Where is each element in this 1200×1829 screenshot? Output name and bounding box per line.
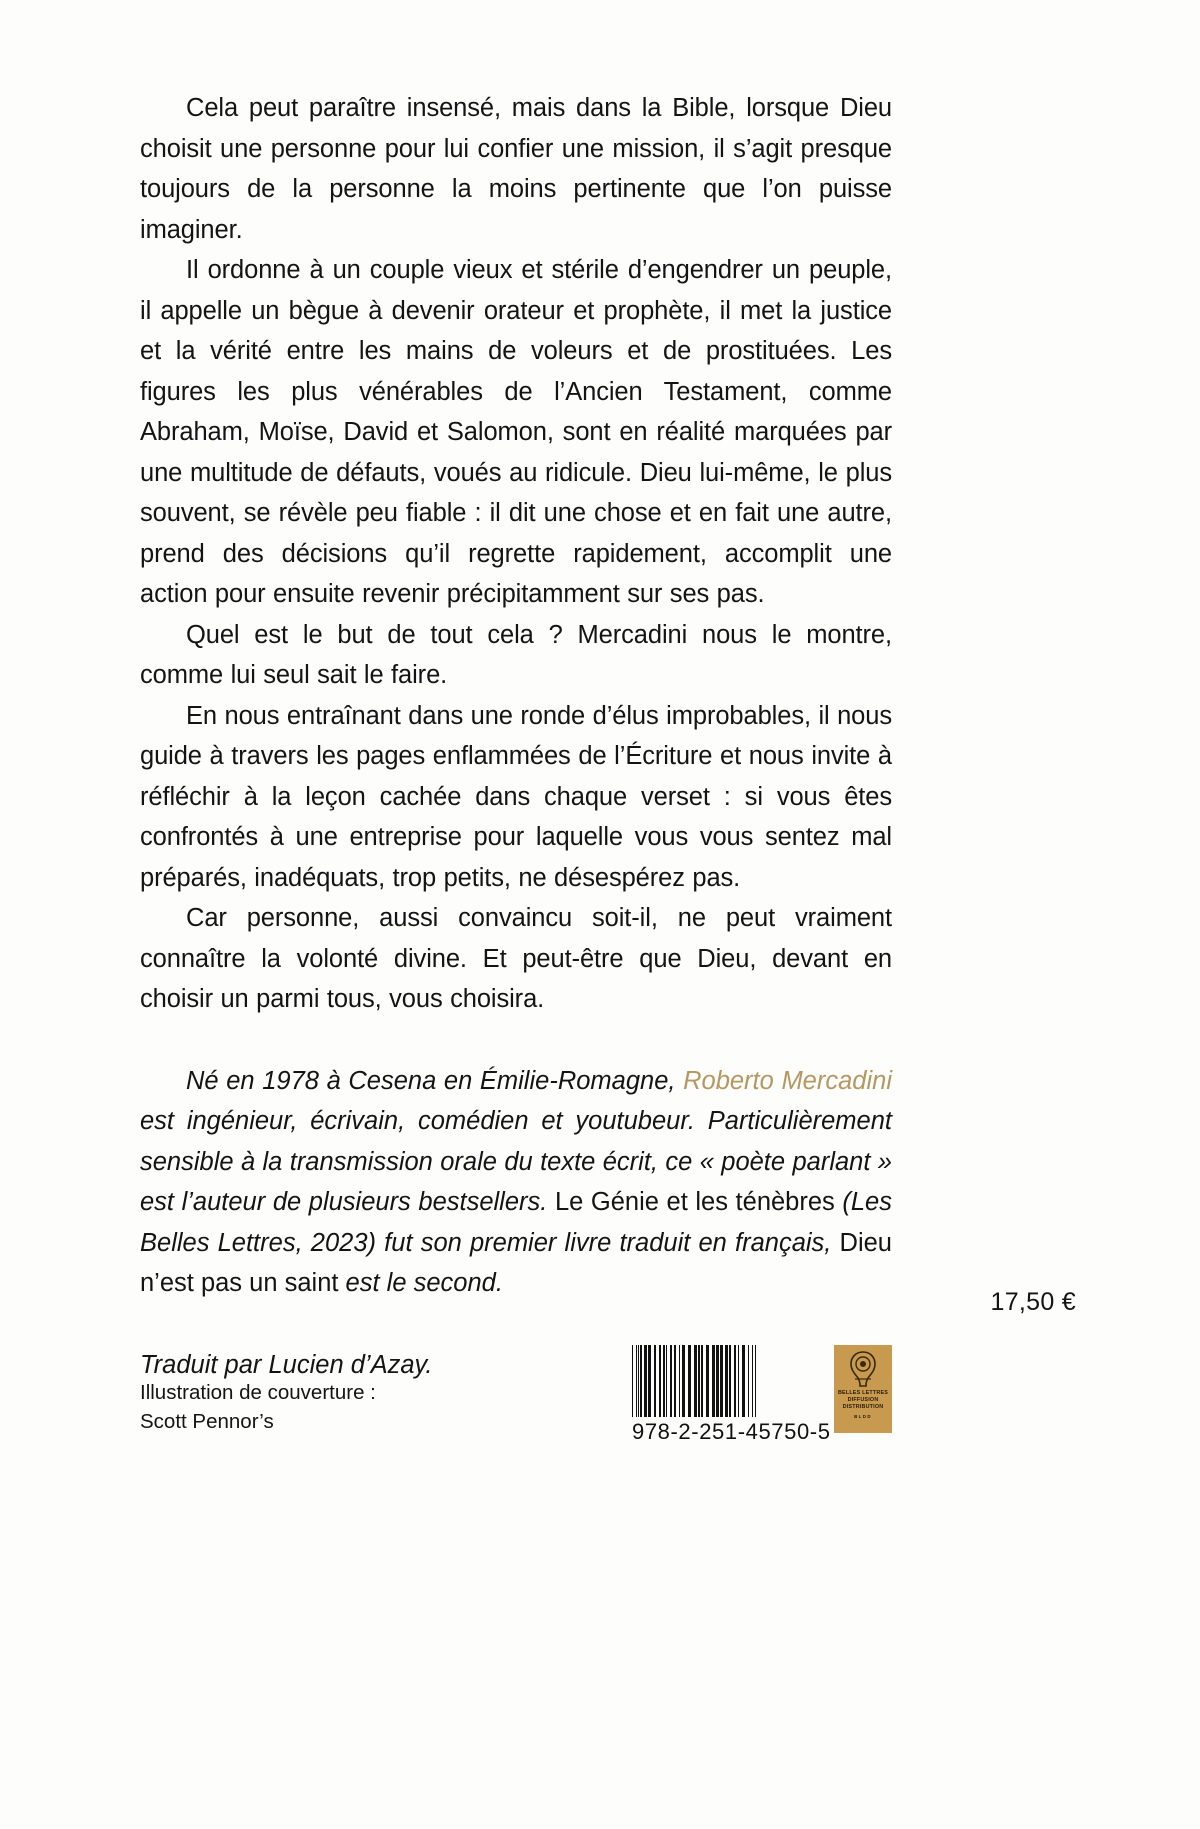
- bio-text-middle: est ingénieur, écrivain, comédien et youtubeur. Particulièrement sensible à la transmission orale du texte écrit, ce « poète parlant » est l’auteur de plusieurs bestsellers.: [140, 1107, 892, 1216]
- publisher-emblem-icon: [846, 1349, 880, 1389]
- logo-line-1: BELLES LETTRES: [837, 1390, 889, 1396]
- isbn-number: 978-2-251-45750-5: [632, 1419, 831, 1444]
- publisher-logo: [834, 1345, 892, 1433]
- logo-line-4: BLDD: [854, 1413, 872, 1419]
- blurb-paragraph-2: Il ordonne à un couple vieux et stérile d’engendrer un peuple, il appelle un bègue à devenir orateur et prophète, il met la justice et la vérité entre les mains de voleurs et de prostituées. Les figures les plus vénérables de l’Ancien Testament, comme Abraham, Moïse, David et Salomon, sont en réalité marquées par une multitude de défauts, voués au ridicule. Dieu lui-même, le plus souvent, se révèle peu fiable : il dit une chose et en fait une autre, prend des décisions qu’il regrette rapidement, accomplit une action pour ensuite revenir précipitamment sur ses pas.: [140, 256, 892, 608]
- publisher-logo-text: [838, 1390, 888, 1420]
- barcode-icon: [632, 1345, 827, 1417]
- bio-text-after-book1: (Les Belles Lettres, 2023) fut son premier livre traduit en français,: [140, 1188, 892, 1257]
- blurb-paragraph-1: Cela peut paraître insensé, mais dans la Bible, lorsque Dieu choisit une personne pour lui confier une mission, il s’agit presque toujours de la personne la moins pertinente que l’on puisse imaginer.: [140, 94, 892, 244]
- translator-credit: Traduit par Lucien d’Azay.: [140, 1350, 433, 1379]
- blurb-paragraph-3: Quel est le but de tout cela ? Mercadini nous le montre, comme lui seul sait le faire.: [140, 620, 892, 689]
- book-title-2: Dieu n’est pas un saint: [140, 1228, 892, 1297]
- bio-text-end: est le second.: [338, 1269, 503, 1297]
- logo-line-3: DISTRIBUTION: [842, 1404, 884, 1411]
- author-bio: [140, 1061, 892, 1304]
- book-title-1: Le Génie et les ténèbres: [554, 1188, 835, 1216]
- cover-credit-line-2: Scott Pennor’s: [140, 1410, 274, 1433]
- cover-illustration-credit: [140, 1378, 376, 1436]
- price-label: 17,50 €: [990, 1288, 1076, 1316]
- cover-credit-line-1: Illustration de couverture :: [140, 1381, 376, 1404]
- blurb-paragraph-5: Car personne, aussi convaincu soit-il, ne peut vraiment connaître la volonté divine. Et peut-être que Dieu, devant en choisir un parmi tous, vous choisira.: [140, 904, 892, 1013]
- barcode-zone: [632, 1345, 892, 1445]
- blurb-paragraph-4: En nous entraînant dans une ronde d’élus improbables, il nous guide à travers les pages enflammées de l’Écriture et nous invite à réfléchir à la leçon cachée dans chaque verset : si vous êtes confrontés à une entreprise pour laquelle vous vous sentez mal préparés, inadéquats, trop petits, ne désespérez pas.: [140, 701, 892, 892]
- author-name: Roberto Mercadini: [683, 1066, 892, 1095]
- bio-text-before-name: Né en 1978 à Cesena en Émilie-Romagne,: [186, 1066, 684, 1095]
- blurb-text-block: [140, 88, 892, 1385]
- logo-line-2: DIFFUSION: [847, 1397, 879, 1404]
